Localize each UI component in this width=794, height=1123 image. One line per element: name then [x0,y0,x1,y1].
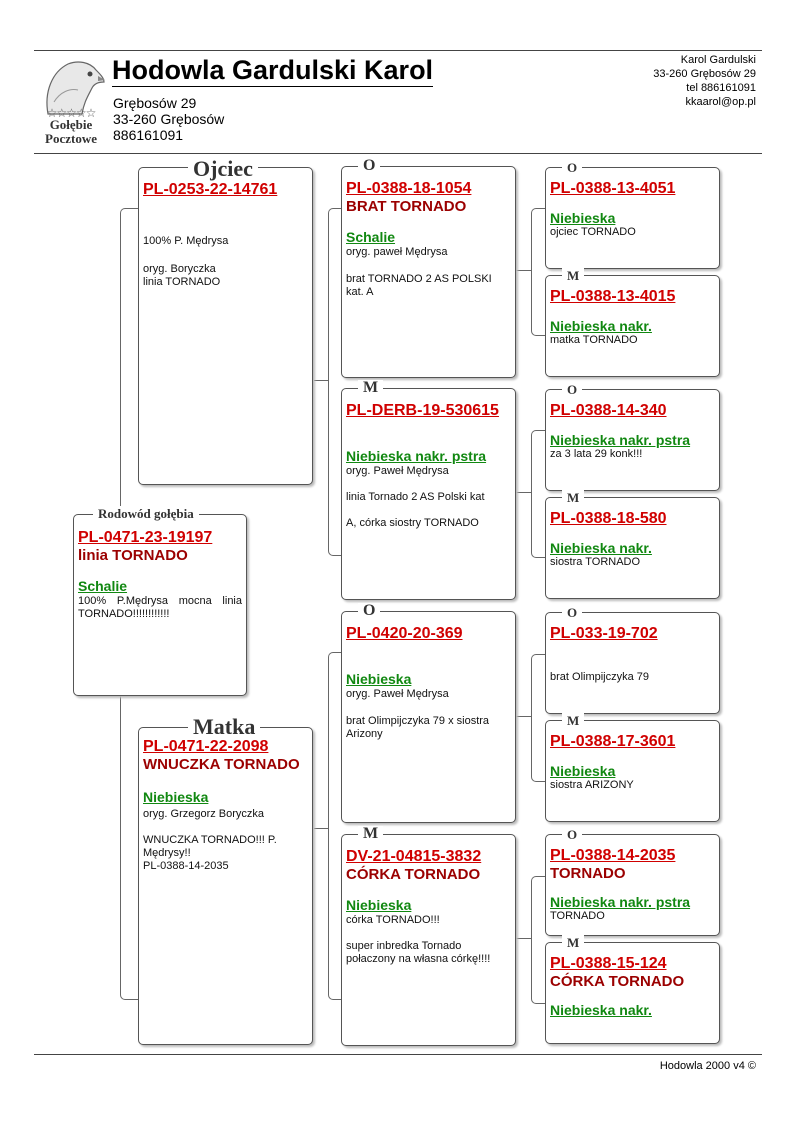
mmf-color: Niebieska nakr. pstra [550,894,691,910]
mfm-note: siostra ARIZONY [550,779,634,791]
mm-card[interactable] [341,834,516,1046]
fm-note-3: A, córka siostry TORNADO [346,517,479,529]
mfm-card[interactable] [545,720,720,822]
mm-color: Niebieska [346,897,412,913]
mff-card[interactable] [545,612,720,714]
mmm-name: CÓRKA TORNADO [550,973,685,990]
bracket-mf [531,654,546,782]
mff-color [550,655,715,671]
breeder-title: Hodowla Gardulski Karol [112,55,434,85]
mfm-ring-number[interactable]: PL-0388-17-3601 [550,733,676,750]
address-line-3: 886161091 [113,127,184,143]
ffm-caption: M [562,268,584,284]
contact-address: 33-260 Grębosów 29 [653,68,756,80]
father-card[interactable] [138,167,313,485]
subject-color: Schalie [78,578,128,594]
ff-ring-number[interactable]: PL-0388-18-1054 [346,180,472,197]
bracket-ff [531,208,546,336]
mmf-caption: O [562,827,582,843]
ff-note-1: oryg. paweł Mędrysa [346,246,448,258]
mm-name: CÓRKA TORNADO [346,866,481,883]
mm-note-1: córka TORNADO!!! [346,914,440,926]
subject-note: 100% P.Mędrysa mocna linia TORNADO!!!!!!!!!!!! [78,595,242,620]
mmf-card[interactable] [545,834,720,936]
ffm-color: Niebieska nakr. [550,318,652,334]
fmm-ring-number[interactable]: PL-0388-18-580 [550,510,667,527]
father-ring-number[interactable]: PL-0253-22-14761 [143,181,278,198]
mff-ring-number[interactable]: PL-033-19-702 [550,625,658,642]
fm-color: Niebieska nakr. pstra [346,448,487,464]
mother-ring-number[interactable]: PL-0471-22-2098 [143,738,269,755]
fm-note-2: linia Tornado 2 AS Polski kat [346,491,485,503]
subject-caption: Rodowód gołębia [93,506,199,522]
fmf-card[interactable] [545,389,720,491]
fmf-note: za 3 lata 29 konk!!! [550,448,643,460]
ff-card[interactable] [341,166,516,378]
mf-ring-number[interactable]: PL-0420-20-369 [346,625,463,642]
father-note-2: oryg. Boryczka [143,263,216,275]
ff-name: BRAT TORNADO [346,198,467,215]
mf-caption: O [358,603,380,619]
header-bottom-rule [34,153,762,154]
fm-ring-number[interactable]: PL-DERB-19-530615 [346,402,499,419]
mf-note-1: oryg. Paweł Mędrysa [346,688,449,700]
contact-name: Karol Gardulski [680,54,756,66]
ffm-card[interactable] [545,275,720,377]
mother-note-3: PL-0388-14-2035 [143,860,229,872]
fmm-caption: M [562,490,584,506]
ffm-ring-number[interactable]: PL-0388-13-4015 [550,288,676,305]
mother-caption: Matka [188,716,260,738]
mfm-color: Niebieska [550,763,616,779]
footer-rule [34,1054,762,1055]
mmm-caption: M [562,935,584,951]
mother-card[interactable] [138,727,313,1045]
mf-card[interactable] [341,611,516,823]
bracket-father [328,208,342,556]
logo-stars: ☆☆☆☆☆ [46,106,96,120]
bracket-ff-tick [516,270,531,271]
fff-note: ojciec TORNADO [550,226,636,238]
fmf-ring-number[interactable]: PL-0388-14-340 [550,402,667,419]
mother-note-1: oryg. Grzegorz Boryczka [143,808,265,820]
fff-ring-number[interactable]: PL-0388-13-4051 [550,180,676,197]
contact-email: kkaarol@op.pl [685,96,756,108]
mmf-name: TORNADO [550,865,626,882]
bracket-mf-tick [516,716,531,717]
mmm-ring-number[interactable]: PL-0388-15-124 [550,955,667,972]
mother-note-2: WNUCZKA TORNADO!!! P. Mędrysy!! [143,834,277,859]
fff-caption: O [562,160,582,176]
contact-phone: tel 886161091 [686,82,756,94]
logo-text-2: Pocztowe [45,131,97,146]
bracket-father-tick [314,380,328,381]
fmm-color: Niebieska nakr. [550,540,652,556]
fmf-color: Niebieska nakr. pstra [550,432,691,448]
address-line-1: Grębosów 29 [113,95,197,111]
contact-block [653,53,756,109]
bracket-mm-tick [516,938,531,939]
logo-text-1: Gołębie [49,117,93,132]
ff-caption: O [358,158,380,174]
fm-caption: M [358,380,383,396]
subject-ring-number[interactable]: PL-0471-23-19197 [78,529,213,546]
fm-note-1: oryg. Paweł Mędrysa [346,465,449,477]
breeder-address [113,95,224,143]
mf-color: Niebieska [346,671,412,687]
mmf-ring-number[interactable]: PL-0388-14-2035 [550,847,676,864]
header-top-rule [34,50,762,51]
mm-caption: M [358,826,383,842]
fmm-card[interactable] [545,497,720,599]
bracket-fm [531,430,546,558]
bracket-mother-tick [314,828,328,829]
father-note-3: linia TORNADO [143,276,221,288]
subject-card[interactable] [73,514,247,696]
subject-name: linia TORNADO [78,547,188,564]
mother-color: Niebieska [143,789,209,805]
mm-ring-number[interactable]: DV-21-04815-3832 [346,848,482,865]
fff-card[interactable] [545,167,720,269]
fmm-note: siostra TORNADO [550,556,641,568]
fff-color: Niebieska [550,210,616,226]
fmf-caption: O [562,382,582,398]
fm-card[interactable] [341,388,516,600]
mm-note-2: super inbredka Tornado połaczony na własna córkę!!!! [346,940,491,965]
footer-text: Hodowla 2000 v4 © [659,1060,756,1072]
ffm-note: matka TORNADO [550,334,638,346]
bracket-mother [328,652,342,1000]
bracket-mm [531,876,546,1004]
mmf-note: TORNADO [550,910,605,922]
mother-name: WNUCZKA TORNADO [143,756,300,773]
ff-color: Schalie [346,229,396,245]
mmm-card[interactable] [545,942,720,1044]
mmm-color: Niebieska nakr. [550,1002,652,1018]
mff-note: brat Olimpijczyka 79 [550,671,650,683]
father-note-1: 100% P. Mędrysa [143,235,229,247]
mfm-caption: M [562,713,584,729]
mff-caption: O [562,605,582,621]
address-line-2: 33-260 Grębosów [113,111,225,127]
bracket-fm-tick [516,492,531,493]
mf-note-2: brat Olimpijczyka 79 x siostra Arizony [346,715,490,740]
ff-note-2: brat TORNADO 2 AS POLSKI kat. A [346,273,492,298]
father-caption: Ojciec [188,158,258,180]
